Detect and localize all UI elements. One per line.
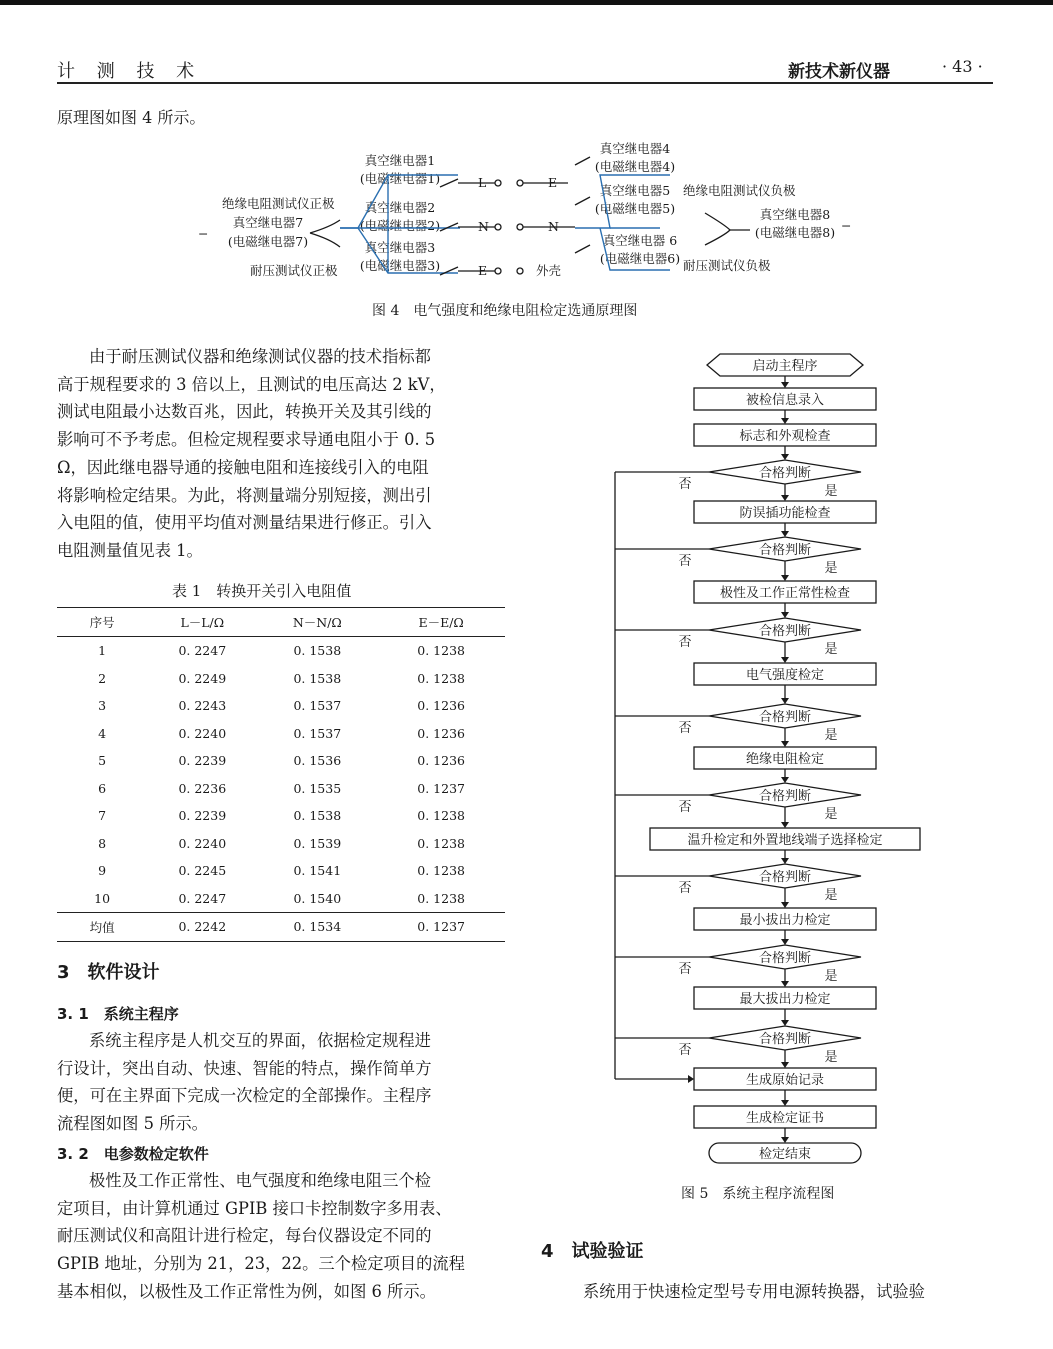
fig4-label: (电磁继电器3) [359,258,441,273]
flow-yes-label: 是 [824,484,838,499]
fig4-label: E [478,263,488,278]
text-line: 便，可在主界面下完成一次检定的全部操作。主程序 [57,1086,432,1106]
table-cell: 0. 2239 [178,753,227,769]
flow-yes-label: 是 [824,561,838,576]
section-4-title: 4 试验验证 [541,1241,644,1262]
flow-arrowhead [781,902,789,908]
table-cell: 0. 1237 [417,780,465,796]
table-cell: 3 [98,698,107,714]
fig4-label: (电磁继电器5) [594,201,676,216]
text-line: 流程图如图 5 所示。 [57,1114,208,1134]
table-cell: 0. 2239 [178,808,227,824]
text-line: 影响可不予考虑。但检定规程要求导通电阻小于 0. 5 [57,430,436,450]
header-rule [57,82,993,84]
table-cell: 0. 2236 [178,780,227,796]
text-line: 高于规程要求的 3 倍以上，且测试的电压高达 2 kV， [57,374,446,394]
table-cell: 0. 1236 [417,698,465,714]
flow-no-label: 否 [678,635,692,650]
flow-no-label: 否 [678,800,692,815]
table-cell: 0. 1538 [293,808,342,824]
table-cell: 4 [98,725,107,741]
flow-label: 标志和外观检查 [739,429,831,444]
column-header: L－L/Ω [147,608,257,637]
flow-no-label: 否 [678,881,692,896]
paragraph-3-1 [57,1027,505,1138]
fig4-label: 耐压测试仪正极 [250,263,338,278]
fig5-flowchart [600,350,940,1180]
table-cell: 0. 1540 [293,890,342,906]
flow-label: 防误插功能检查 [739,506,831,521]
text-line: 系统主程序是人机交互的界面，依据检定规程进 [89,1031,431,1050]
table-cell: 0. 1238 [417,835,465,851]
table-cell: 0. 1538 [293,643,342,659]
table-row [57,665,505,693]
fig4-label: 真空继电器8 [759,207,831,222]
fig4-label: (电磁继电器4) [594,159,676,174]
table-cell: 0. 1238 [417,670,465,686]
flow-label: 被检信息录入 [745,393,825,408]
text-line: 基本相似，以极性及工作正常性为例，如图 6 所示。 [57,1281,436,1301]
fig4-label: (电磁继电器2) [359,218,441,233]
table-cell: 7 [98,808,107,824]
table-cell: 8 [98,835,107,851]
table-cell: 0. 1236 [417,725,465,741]
flow-label: 合格判断 [758,951,812,966]
flow-label: 温升检定和外置地线端子选择检定 [687,833,883,848]
flow-arrowhead [781,777,789,783]
flow-no-label: 否 [678,721,692,736]
table1 [57,607,505,942]
table-cell: 0. 1536 [293,753,342,769]
table-cell: 0. 1541 [293,863,342,879]
fig4-label: N [548,219,559,234]
text-line: 将影响检定结果。为此，将测量端分别短接，测出引 [57,485,432,505]
flow-arrowhead [781,1100,789,1106]
flow-yes-label: 是 [824,642,838,657]
flow-label: 生成检定证书 [745,1111,825,1126]
flow-label: 合格判断 [758,1032,812,1047]
paragraph-3-2 [57,1167,505,1306]
intro-text: 原理图如图 4 所示。 [57,108,206,127]
table-row-average [57,913,505,942]
table-cell: 0. 1237 [377,913,505,942]
flow-arrowhead [781,822,789,828]
table-cell: 0. 1534 [257,913,377,942]
table-cell: 0. 1236 [417,753,465,769]
table-cell: 0. 1537 [293,725,342,741]
flow-no-label: 否 [678,1043,692,1058]
table-cell: 0. 1238 [417,863,465,879]
section-4-text: 系统用于快速检定型号专用电源转换器，试验验 [583,1282,925,1301]
table-cell: 2 [98,670,107,686]
table-row [57,802,505,830]
flow-arrowhead [781,1020,789,1026]
table-cell: 0. 2245 [178,863,227,879]
table-row [57,747,505,775]
flow-label: 合格判断 [758,710,812,725]
table-cell: 6 [98,780,107,796]
fig5-caption: 图 5 系统主程序流程图 [681,1186,835,1202]
table-cell: 0. 1537 [293,698,342,714]
table1-caption: 表 1 转换开关引入电阻值 [172,582,352,600]
text-line: 极性及工作正常性、电气强度和绝缘电阻三个检 [89,1171,431,1190]
flow-label: 启动主程序 [752,359,818,374]
fig4-circuit-diagram [190,135,870,285]
page-number: · 43 · [942,57,983,76]
table-header-row [57,608,505,637]
table-row [57,830,505,858]
table-cell: 5 [98,753,107,769]
fig4-label: L [478,175,487,190]
flow-no-label: 否 [678,554,692,569]
flow-yes-label: 是 [824,969,838,984]
table-cell: 0. 1535 [293,780,342,796]
flow-label: 合格判断 [758,466,812,481]
fig4-label: − [198,226,209,241]
flow-no-label: 否 [678,477,692,492]
flow-label: 合格判断 [758,870,812,885]
table-row [57,775,505,803]
fig4-label: − [841,218,852,233]
text-line: GPIB 地址，分别为 21，23，22。三个检定项目的流程 [57,1254,465,1274]
flow-arrowhead [688,1075,694,1083]
fig4-label: 外壳 [536,263,562,278]
table-cell: 0. 2242 [147,913,257,942]
table-row [57,885,505,913]
fig4-label: 绝缘电阻测试仪负极 [683,183,796,198]
table-row [57,637,505,665]
fig4-label: 真空继电器 6 [602,233,678,248]
text-line: 电阻测量值见表 1。 [57,540,203,560]
fig4-label: (电磁继电器8) [754,225,836,240]
flow-arrowhead [781,612,789,618]
fig4-label: 真空继电器7 [232,215,304,230]
table-cell: 0. 1238 [417,643,465,659]
fig4-label: (电磁继电器1) [359,171,441,186]
fig4-label: 耐压测试仪负极 [683,258,771,273]
fig4-label: 真空继电器1 [364,153,436,168]
flow-yes-label: 是 [824,888,838,903]
table-cell: 0. 2240 [178,835,227,851]
flow-arrowhead [781,698,789,704]
fig4-label: 真空继电器4 [599,141,671,156]
column-header: E－E/Ω [377,608,505,637]
flow-label: 最小拔出力检定 [739,913,831,928]
flow-arrowhead [781,575,789,581]
text-line: 行设计，突出自动、快速、智能的特点，操作简单方 [57,1058,432,1078]
subsection-3-2-title: 3. 2 电参数检定软件 [57,1145,209,1163]
top-border [0,0,1053,5]
flow-label: 极性及工作正常性检查 [719,586,851,601]
flow-yes-label: 是 [824,728,838,743]
flow-label: 合格判断 [758,789,812,804]
text-line: Ω，因此继电器导通的接触电阻和连接线引入的电阻 [57,457,429,477]
table-cell: 10 [94,890,111,906]
table-cell: 0. 2243 [178,698,227,714]
table-cell: 0. 1539 [293,835,342,851]
flow-arrowhead [781,939,789,945]
table-cell: 9 [98,863,107,879]
flow-label: 最大拔出力检定 [739,992,831,1007]
text-line: 定项目，由计算机通过 GPIB 接口卡控制数字多用表、 [57,1198,452,1218]
flow-label: 合格判断 [758,543,812,558]
flow-no-label: 否 [678,962,692,977]
flow-arrowhead [781,495,789,501]
flow-arrowhead [781,454,789,460]
flow-arrowhead [781,418,789,424]
flow-label: 绝缘电阻检定 [745,752,825,767]
column-title: 新技术新仪器 [788,62,890,82]
flow-label: 合格判断 [758,624,812,639]
fig4-label: 真空继电器5 [599,183,671,198]
fig4-label: 绝缘电阻测试仪正极 [222,196,335,211]
fig4-caption: 图 4 电气强度和绝缘电阻检定选通原理图 [372,303,638,319]
flow-arrowhead [781,858,789,864]
text-line: 耐压测试仪和高阻计进行检定，每台仪器设定不同的 [57,1226,432,1246]
flow-arrowhead [781,1137,789,1143]
table-cell: 1 [98,643,107,659]
table-cell: 均值 [57,913,147,942]
table-cell: 0. 1238 [417,890,465,906]
flow-arrowhead [781,657,789,663]
table-cell: 0. 1238 [417,808,465,824]
flow-arrowhead [781,981,789,987]
flow-arrowhead [781,531,789,537]
flow-label: 电气强度检定 [745,668,825,683]
flow-yes-label: 是 [824,807,838,822]
table-cell: 0. 2249 [178,670,227,686]
fig4-label: (电磁继电器7) [227,234,309,249]
text-line: 入电阻的值，使用平均值对测量结果进行修正。引入 [57,513,432,533]
flow-arrowhead [781,1062,789,1068]
table-cell: 0. 2247 [178,890,227,906]
fig4-label: 真空继电器2 [364,200,436,215]
table-row [57,692,505,720]
fig4-label: E [548,175,558,190]
text-line: 测试电阻最小达数百兆，因此，转换开关及其引线的 [57,402,432,422]
fig4-label: (电磁继电器6) [599,251,681,266]
flow-label: 检定结束 [758,1147,812,1162]
table-row [57,720,505,748]
subsection-3-1-title: 3. 1 系统主程序 [57,1005,179,1023]
table-row [57,857,505,885]
flow-arrowhead [781,382,789,388]
flow-arrowhead [781,741,789,747]
column-header: 序号 [57,608,147,637]
section-3-title: 3 软件设计 [57,962,160,983]
flow-yes-label: 是 [824,1050,838,1065]
table-cell: 0. 2247 [178,643,227,659]
table-cell: 0. 1538 [293,670,342,686]
table-cell: 0. 2240 [178,725,227,741]
journal-name: 计 测 技 术 [57,61,203,82]
fig4-label: 真空继电器3 [364,240,436,255]
paragraph-1 [57,343,505,565]
fig4-label: N [478,219,489,234]
text-line: 由于耐压测试仪器和绝缘测试仪器的技术指标都 [89,347,431,366]
flow-label: 生成原始记录 [745,1073,825,1088]
column-header: N－N/Ω [257,608,377,637]
